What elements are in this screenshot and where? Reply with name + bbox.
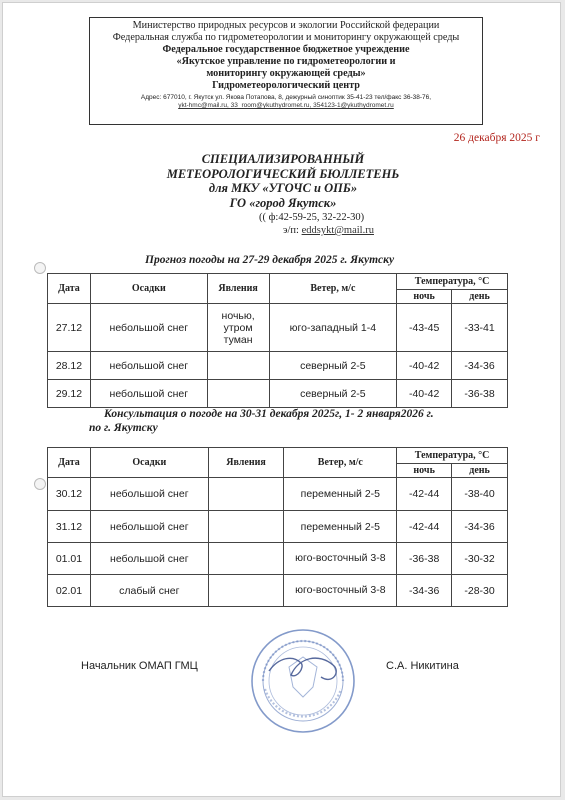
col-night: ночь <box>397 290 452 304</box>
forecast-heading: Прогноз погоды на 27-29 декабря 2025 г. Якутску <box>145 254 395 266</box>
service-line: Федеральная служба по гидрометеорологии и мониторингу окружающей среды <box>112 32 460 43</box>
cell-date: 01.01 <box>48 543 91 575</box>
col-temp: Температура, °С <box>397 274 508 290</box>
contact-phone: (( ф:42-59-25, 32-22-30) <box>259 212 365 223</box>
address-line: Адрес: 677010, г. Якутск ул. Якова Потапова, 8, дежурный синоптик 35-41-23 тел/факс 36-38-76, <box>140 94 432 101</box>
cell-phenom <box>207 380 269 408</box>
cell-night: -40-42 <box>397 380 452 408</box>
official-stamp-icon <box>249 627 357 735</box>
cell-phenom <box>208 511 284 543</box>
document-page <box>2 2 561 797</box>
col-temp: Температура, °С <box>397 448 508 464</box>
cell-precip: небольшой снег <box>90 352 207 380</box>
cell-precip: небольшой снег <box>90 543 208 575</box>
title-line4: ГО «город Якутск» <box>229 195 337 210</box>
forecast-table <box>47 273 508 408</box>
email-label: э/п: <box>283 225 299 236</box>
col-phenom: Явления <box>207 274 269 304</box>
title-line2: МЕТЕОРОЛОГИЧЕСКИЙ БЮЛЛЕТЕНЬ <box>166 166 400 181</box>
document-date: 26 декабря 2025 г <box>453 132 540 144</box>
col-day: день <box>452 290 508 304</box>
consultation-table <box>47 447 508 607</box>
email-link[interactable]: eddsykt@mail.ru <box>301 225 374 236</box>
col-day: день <box>452 464 508 478</box>
cell-date: 29.12 <box>48 380 91 408</box>
cell-night: -42-44 <box>397 511 452 543</box>
cell-night: -34-36 <box>397 575 452 607</box>
binder-hole <box>34 478 46 490</box>
ministry-line: Министерство природных ресурсов и экологии Российской федерации <box>132 20 440 31</box>
cell-day: -38-40 <box>452 478 508 511</box>
bulletin-title <box>133 152 433 210</box>
title-line3: для МКУ «УГОЧС и ОПБ» <box>208 181 358 195</box>
contact-email-row <box>283 225 374 236</box>
cell-date: 27.12 <box>48 304 91 352</box>
cell-precip: слабый снег <box>90 575 208 607</box>
cell-date: 28.12 <box>48 352 91 380</box>
cell-phenom: ночью, утром туман <box>207 304 269 352</box>
cell-night: -40-42 <box>397 352 452 380</box>
cell-date: 30.12 <box>48 478 91 511</box>
table-row <box>48 478 508 511</box>
consultation-heading-line2: по г. Якутску <box>89 422 158 434</box>
cell-day: -34-36 <box>452 352 508 380</box>
col-date: Дата <box>48 448 91 478</box>
cell-phenom <box>207 352 269 380</box>
signatory-name: С.А. Никитина <box>386 660 459 672</box>
cell-precip: небольшой снег <box>90 304 207 352</box>
table-row <box>48 543 508 575</box>
table-row <box>48 511 508 543</box>
col-precip: Осадки <box>90 274 207 304</box>
col-wind: Ветер, м/с <box>284 448 397 478</box>
table-row <box>48 304 508 352</box>
cell-date: 02.01 <box>48 575 91 607</box>
signatory-position: Начальник ОМАП ГМЦ <box>81 660 198 672</box>
cell-wind: переменный 2-5 <box>284 511 397 543</box>
letterhead <box>89 17 483 125</box>
cell-night: -36-38 <box>397 543 452 575</box>
emails-line: ykt-hmc@mail.ru, 33_room@ykuthydromet.ru, 354123-1@ykuthydromet.ru <box>178 102 394 109</box>
cell-date: 31.12 <box>48 511 91 543</box>
cell-day: -33-41 <box>452 304 508 352</box>
cell-phenom <box>208 478 284 511</box>
col-night: ночь <box>397 464 452 478</box>
cell-wind: юго-восточный 3-8 <box>284 543 397 575</box>
cell-precip: небольшой снег <box>90 478 208 511</box>
table-row <box>48 380 508 408</box>
cell-wind: юго-восточный 3-8 <box>284 575 397 607</box>
cell-wind: северный 2-5 <box>269 352 397 380</box>
center-name: Гидрометеорологический центр <box>212 80 360 91</box>
institution-name-line1: «Якутское управление по гидрометеорологии и <box>176 56 396 67</box>
cell-wind: переменный 2-5 <box>284 478 397 511</box>
table-row <box>48 352 508 380</box>
cell-day: -30-32 <box>452 543 508 575</box>
col-phenom: Явления <box>208 448 284 478</box>
cell-night: -42-44 <box>397 478 452 511</box>
col-date: Дата <box>48 274 91 304</box>
binder-hole <box>34 262 46 274</box>
cell-phenom <box>208 575 284 607</box>
cell-precip: небольшой снег <box>90 511 208 543</box>
cell-day: -28-30 <box>452 575 508 607</box>
title-line1: СПЕЦИАЛИЗИРОВАННЫЙ <box>201 152 365 166</box>
cell-phenom <box>208 543 284 575</box>
cell-wind: юго-западный 1-4 <box>269 304 397 352</box>
cell-day: -34-36 <box>452 511 508 543</box>
cell-day: -36-38 <box>452 380 508 408</box>
consultation-heading-line1: Консультация о погоде на 30-31 декабря 2025г, 1- 2 января2026 г. <box>104 408 434 420</box>
col-precip: Осадки <box>90 448 208 478</box>
table-row <box>48 575 508 607</box>
institution-line: Федеральное государственное бюджетное учреждение <box>162 44 410 55</box>
institution-name-line2: мониторингу окружающей среды» <box>206 68 366 79</box>
cell-night: -43-45 <box>397 304 452 352</box>
cell-wind: северный 2-5 <box>269 380 397 408</box>
col-wind: Ветер, м/с <box>269 274 397 304</box>
cell-precip: небольшой снег <box>90 380 207 408</box>
